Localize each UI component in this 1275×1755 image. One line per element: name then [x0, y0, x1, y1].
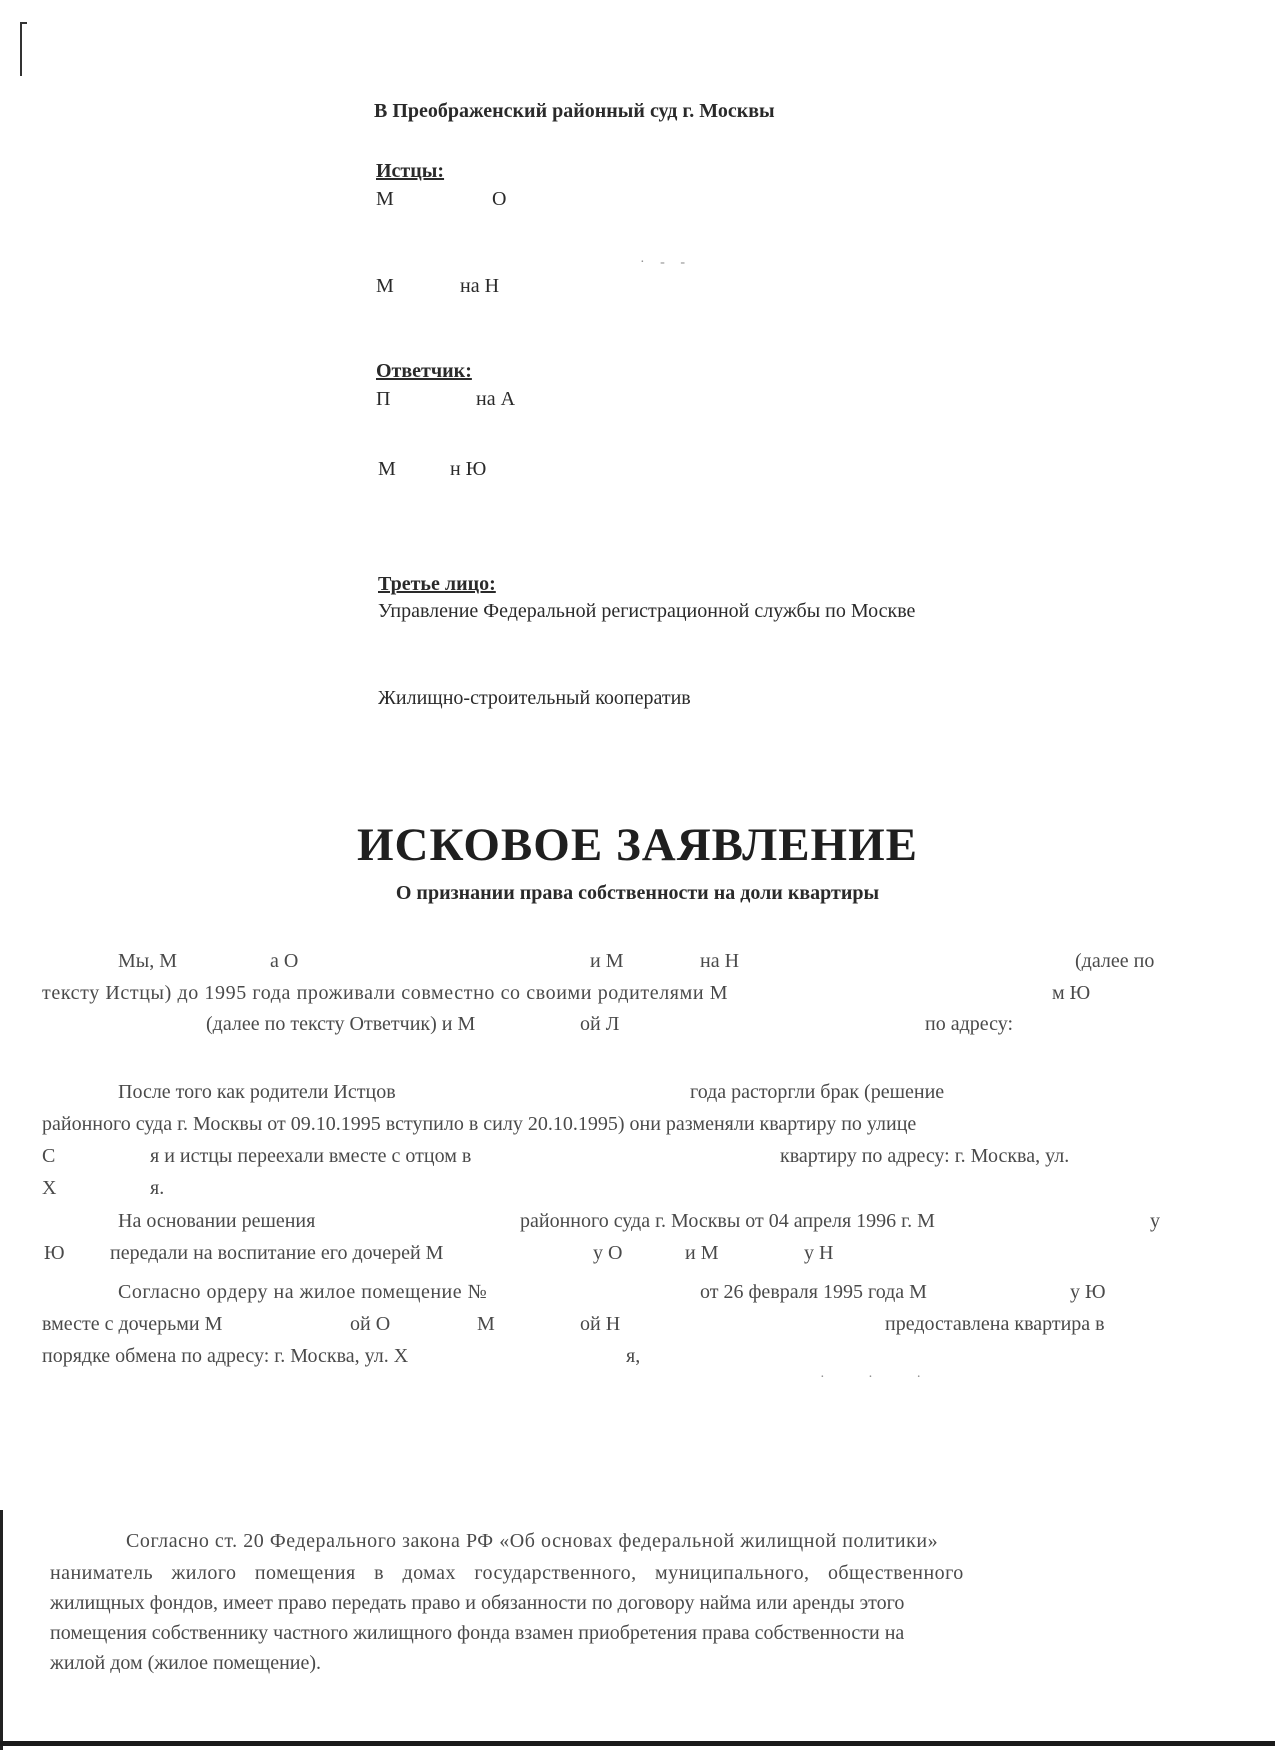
paragraph-4-text: ой Н — [580, 1313, 621, 1335]
paragraph-2-text: После того как родители Истцов — [118, 1081, 396, 1103]
paragraph-2-text: года расторгли брак (решение — [690, 1081, 945, 1103]
document-subtitle: О признании права собственности на доли квартиры — [395, 882, 880, 904]
scan-mark — [20, 22, 22, 76]
defendant-name: П — [376, 388, 391, 410]
defendant-name: М — [378, 458, 396, 480]
paragraph-2-text: я. — [150, 1177, 165, 1199]
scan-specks: · · · — [820, 1370, 941, 1385]
paragraph-1-text: и М — [590, 950, 624, 972]
paragraph-4-text: от 26 февраля 1995 года М — [700, 1281, 927, 1303]
paragraph-4-text: М — [477, 1313, 495, 1335]
paragraph-3-text: На основании решения — [118, 1210, 316, 1232]
scan-edge — [0, 1510, 3, 1750]
third-party-name: Жилищно-строительный кооператив — [378, 687, 691, 709]
scan-edge — [0, 1741, 1275, 1746]
paragraph-4-text: я, — [626, 1345, 641, 1367]
defendant-name: на А — [476, 388, 516, 410]
paragraph-1-text: по адресу: — [925, 1013, 1014, 1035]
paragraph-4-text: у Ю — [1070, 1281, 1106, 1303]
plaintiff-name: О — [492, 188, 507, 210]
scan-mark — [20, 22, 27, 24]
plaintiff-name: М — [376, 275, 394, 297]
court-name: В Преображенский районный суд г. Москвы — [374, 100, 775, 122]
paragraph-1-text: тексту Истцы) до 1995 года проживали совместно со своими родителями М — [42, 982, 729, 1004]
paragraph-3-text: и М — [685, 1242, 719, 1264]
paragraph-4-text: ой О — [350, 1313, 391, 1335]
plaintiff-name: на Н — [460, 275, 500, 297]
plaintiff-name: М — [376, 188, 394, 210]
paragraph-1-text: м Ю — [1052, 982, 1091, 1004]
paragraph-1-text: ой Л — [580, 1013, 620, 1035]
scan-specks: · - - — [640, 255, 691, 270]
third-party-label: Третье лицо: — [378, 573, 496, 595]
paragraph-5-line: жилищных фондов, имеет право передать право и обязанности по договору найма или аренды этого — [50, 1592, 905, 1614]
paragraph-3-text: у — [1150, 1210, 1160, 1232]
paragraph-4-text: вместе с дочерьми М — [42, 1313, 223, 1335]
paragraph-2-text: квартиру по адресу: г. Москва, ул. — [780, 1145, 1070, 1167]
paragraph-3-text: Ю — [44, 1242, 65, 1264]
paragraph-3-text: у Н — [804, 1242, 834, 1264]
paragraph-5-line: наниматель жилого помещения в домах государственного, муниципального, общественного — [50, 1562, 964, 1584]
paragraph-2-text: я и истцы переехали вместе с отцом в — [150, 1145, 472, 1167]
paragraph-1-text: а О — [270, 950, 299, 972]
paragraph-5-line: Согласно ст. 20 Федерального закона РФ «Об основах федеральной жилищной политики» — [126, 1530, 939, 1552]
defendant-name: н Ю — [450, 458, 487, 480]
third-party-name: Управление Федеральной регистрационной службы по Москве — [378, 600, 916, 622]
paragraph-3-text: районного суда г. Москвы от 04 апреля 1996 г. М — [520, 1210, 935, 1232]
paragraph-5-line: помещения собственнику частного жилищного фонда взамен приобретения права собственности на — [50, 1622, 905, 1644]
defendant-label: Ответчик: — [376, 360, 472, 382]
paragraph-1-text: (далее по — [1075, 950, 1155, 972]
paragraph-2-text: С — [42, 1145, 56, 1167]
paragraph-2-text: Х — [42, 1177, 57, 1199]
paragraph-3-text: у О — [593, 1242, 623, 1264]
paragraph-4-text: порядке обмена по адресу: г. Москва, ул. Х — [42, 1345, 409, 1367]
paragraph-5-line: жилой дом (жилое помещение). — [50, 1652, 322, 1674]
paragraph-4-text: Согласно ордеру на жилое помещение № — [118, 1281, 488, 1303]
paragraph-1-text: (далее по тексту Ответчик) и М — [206, 1013, 476, 1035]
paragraph-4-text: предоставлена квартира в — [885, 1313, 1105, 1335]
document-title: ИСКОВОЕ ЗАЯВЛЕНИЕ — [356, 819, 919, 871]
paragraph-1-text: Мы, М — [118, 950, 178, 972]
plaintiffs-label: Истцы: — [376, 160, 445, 182]
paragraph-1-text: на Н — [700, 950, 740, 972]
paragraph-3-text: передали на воспитание его дочерей М — [110, 1242, 444, 1264]
paragraph-2-text: районного суда г. Москвы от 09.10.1995 вступило в силу 20.10.1995) они разменяли квартиру по улице — [42, 1113, 917, 1135]
